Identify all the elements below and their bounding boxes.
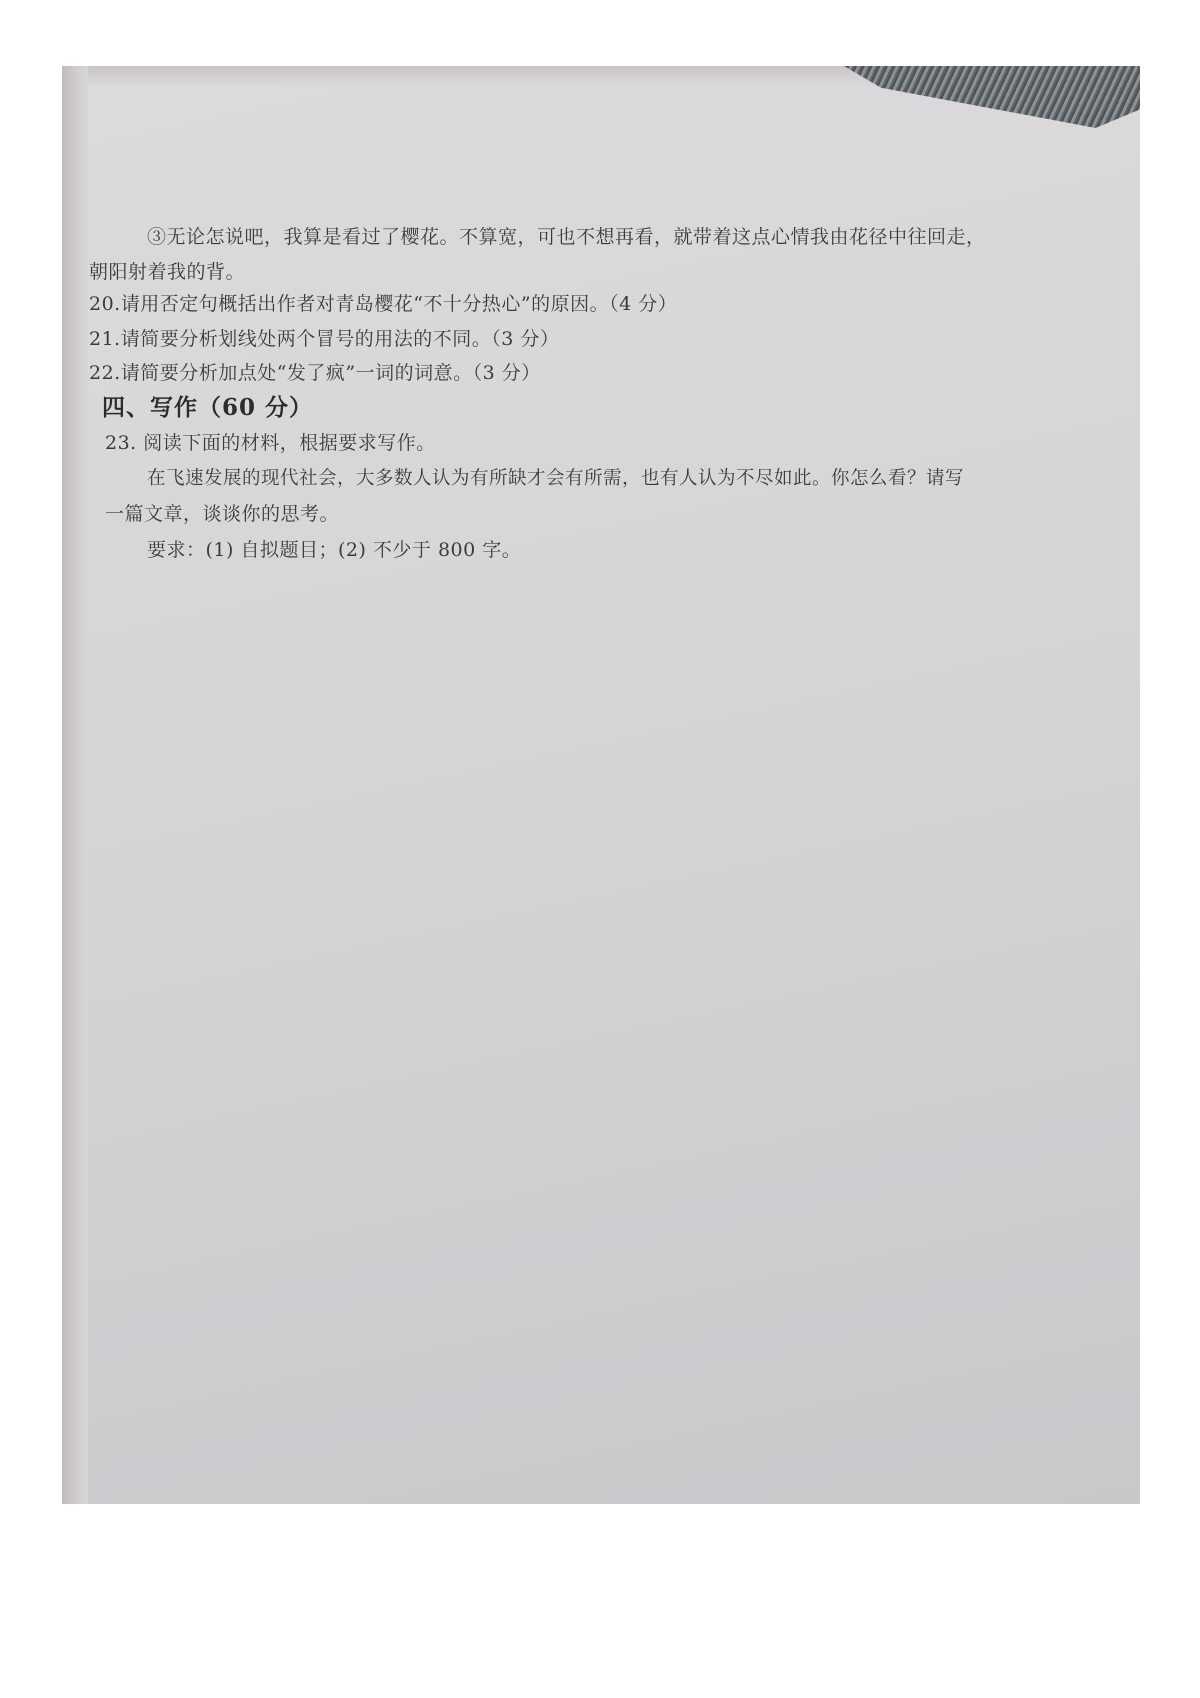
question-21: 21.请简要分析划线处两个冒号的用法的不同。（3 分） bbox=[89, 328, 560, 350]
passage-line-1: ③无论怎说吧，我算是看过了樱花。不算宽，可也不想再看，就带着这点心情我由花径中往回走， bbox=[147, 226, 986, 248]
section-heading-writing: 四、写作（60 分） bbox=[102, 394, 314, 421]
material-line-2: 一篇文章，谈谈你的思考。 bbox=[105, 503, 340, 525]
question-23: 23. 阅读下面的材料，根据要求写作。 bbox=[105, 432, 436, 454]
question-22: 22.请简要分析加点处“发了疯”一词的词意。（3 分） bbox=[89, 362, 541, 384]
question-20: 20.请用否定句概括出作者对青岛樱花“不十分热心”的原因。（4 分） bbox=[89, 293, 678, 315]
passage-line-2: 朝阳射着我的背。 bbox=[89, 261, 246, 283]
writing-requirements: 要求：(1) 自拟题目；(2) 不少于 800 字。 bbox=[147, 539, 522, 561]
photographed-exam-page bbox=[62, 66, 1140, 1504]
paper-left-edge bbox=[62, 66, 88, 1504]
material-line-1: 在飞速发展的现代社会，大多数人认为有所缺才会有所需，也有人认为不尽如此。你怎么看？请写 bbox=[147, 468, 965, 489]
